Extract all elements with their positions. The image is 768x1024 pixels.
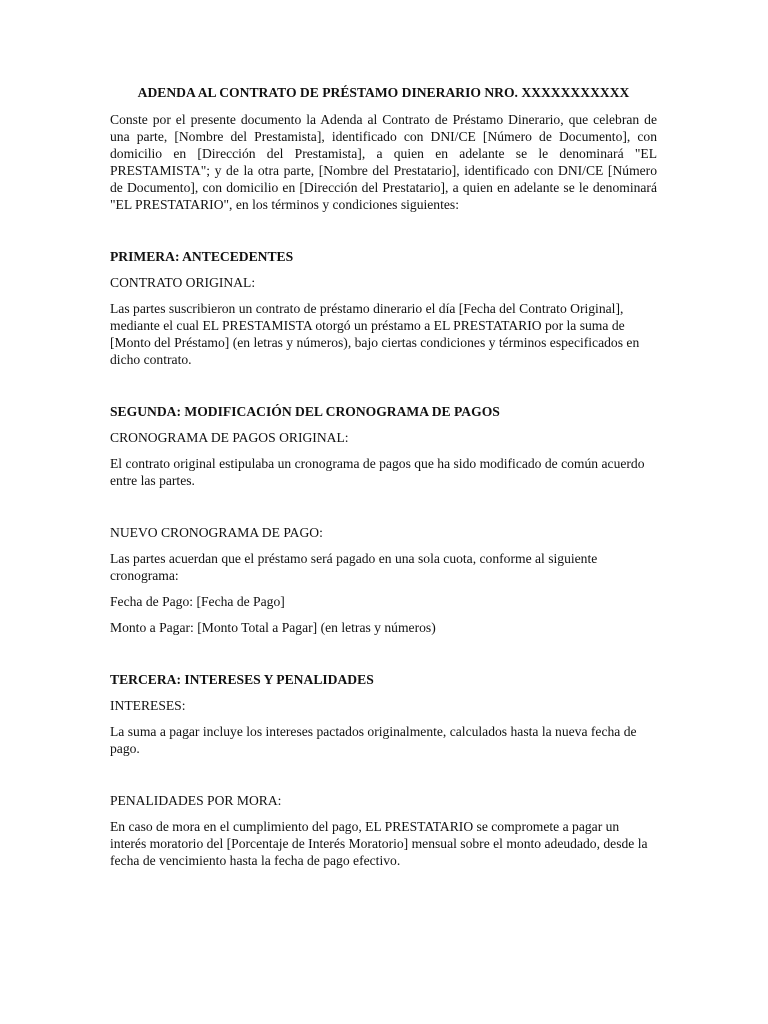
label-contrato-original: CONTRATO ORIGINAL: (110, 275, 256, 290)
label-penalidades-por-mora: PENALIDADES POR MORA: (110, 793, 282, 808)
line-monto-a-pagar: Monto a Pagar: [Monto Total a Pagar] (en letras y números) (110, 620, 436, 635)
label-cronograma-original: CRONOGRAMA DE PAGOS ORIGINAL: (110, 430, 349, 445)
section-heading-segunda: SEGUNDA: MODIFICACIÓN DEL CRONOGRAMA DE PAGOS (110, 404, 500, 419)
label-intereses: INTERESES: (110, 698, 186, 713)
intro-paragraph: Conste por el presente documento la Adenda al Contrato de Préstamo Dinerario, que celebran de una parte, [Nombre del Prestamista], identificado con DNI/CE [Número de Documento], con domicilio en [Dirección del Prestamista], a quien en adelante se le denominará "EL PRESTAMISTA"; y de la otra parte, [Nombre del Prestatario], identificado con DNI/CE [Número de Documento], con domicilio en [Dirección del Prestatario], a quien en adelante se le denominará "EL PRESTATARIO", en los términos y condiciones siguientes: (110, 112, 657, 212)
paragraph-nuevo-cronograma: Las partes acuerdan que el préstamo será pagado en una sola cuota, conforme al siguiente cronograma: (110, 551, 598, 583)
paragraph-intereses: La suma a pagar incluye los intereses pactados originalmente, calculados hasta la nueva fecha de pago. (110, 724, 637, 756)
paragraph-cronograma-original: El contrato original estipulaba un cronograma de pagos que ha sido modificado de común acuerdo entre las partes. (110, 456, 645, 488)
section-heading-primera: PRIMERA: ANTECEDENTES (110, 249, 294, 264)
document-page (110, 84, 657, 869)
paragraph-antecedentes: Las partes suscribieron un contrato de préstamo dinerario el día [Fecha del Contrato Original], mediante el cual EL PRESTAMISTA otorgó un préstamo a EL PRESTATARIO por la suma de [Monto del Préstamo] (en letras y números), bajo ciertas condiciones y términos especificados en dicho contrato. (110, 301, 640, 367)
section-heading-tercera: TERCERA: INTERESES Y PENALIDADES (110, 672, 374, 687)
line-fecha-de-pago: Fecha de Pago: [Fecha de Pago] (110, 594, 285, 609)
paragraph-penalidades: En caso de mora en el cumplimiento del pago, EL PRESTATARIO se compromete a pagar un interés moratorio del [Porcentaje de Interés Moratorio] mensual sobre el monto adeudado, desde la fecha de vencimiento hasta la fecha de pago efectivo. (110, 819, 648, 868)
document-title: ADENDA AL CONTRATO DE PRÉSTAMO DINERARIO NRO. XXXXXXXXXXX (137, 85, 630, 100)
label-nuevo-cronograma: NUEVO CRONOGRAMA DE PAGO: (110, 525, 323, 540)
